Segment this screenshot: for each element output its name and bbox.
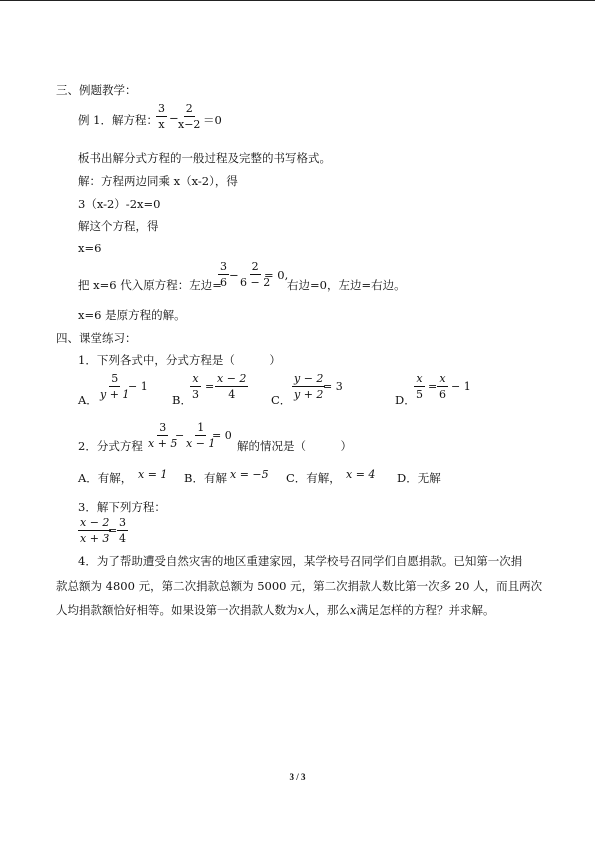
- option-a-label: A．: [78, 393, 98, 407]
- text-line: x=6: [78, 241, 102, 255]
- fraction-numerator: x − 2: [217, 372, 247, 385]
- fraction-denominator: 3: [192, 388, 199, 401]
- question4-line-2: 款总额为 4800 元，第二次捐款总额为 5000 元，第二次捐款人数比第一次多 20 人，而且两次: [56, 579, 543, 593]
- question4-text: 满足怎样的方程？并求解。: [356, 603, 495, 617]
- fraction-numerator: 2: [185, 102, 193, 115]
- section3-heading: 三、例题教学：: [56, 83, 137, 97]
- option-d-right-fraction: [437, 372, 448, 401]
- check-minus: −: [229, 268, 239, 282]
- question3-equals: =: [108, 524, 118, 537]
- check-prefix: 把 x=6 代入原方程：左边=: [78, 278, 222, 292]
- fraction-numerator: 2: [251, 260, 259, 273]
- text-line: 解：方程两边同乘 x（x-2），得: [78, 174, 238, 188]
- fraction-denominator: y + 2: [294, 388, 324, 401]
- question4-line-1: 4．为了帮助遭受自然灾害的地区重建家园，某学校号召同学们自愿捐款。已知第一次捐: [78, 554, 523, 568]
- option-b-left-fraction: [190, 372, 201, 401]
- fraction-denominator: 4: [228, 388, 236, 401]
- text-line: 板书出解分式方程的一般过程及完整的书写格式。: [78, 151, 331, 165]
- question4-text: 人均捐款额恰好相等。如果设第一次捐款人数为: [56, 603, 298, 617]
- example1-minus: −: [169, 111, 179, 125]
- fraction-numerator: 3: [119, 516, 126, 529]
- question2-minus: −: [175, 429, 185, 442]
- q2-option-c-text: C．有解，: [286, 471, 341, 485]
- q2-option-b-math: x = −5: [230, 468, 269, 481]
- top-rule: [0, 0, 595, 1]
- fraction-denominator: x−2: [178, 118, 201, 131]
- fraction-denominator: 6: [439, 388, 446, 401]
- fraction-denominator: 5: [416, 388, 423, 401]
- option-a-fraction: [98, 372, 131, 401]
- question4-text: 人，那么: [304, 603, 350, 617]
- fraction-numerator: 3: [159, 421, 167, 434]
- fraction-numerator: x: [439, 372, 446, 385]
- option-d-left-fraction: [414, 372, 425, 401]
- question3-right-fraction: [117, 516, 128, 545]
- option-c-rest: = 3: [323, 380, 343, 393]
- fraction-denominator: y + 1: [100, 388, 130, 401]
- text-line: 3（x-2）-2x=0: [78, 197, 161, 211]
- variable-x: x: [297, 603, 304, 617]
- option-d-rest: − 1: [451, 380, 471, 393]
- fraction-numerator: 3: [158, 102, 165, 115]
- option-b-right-fraction: [215, 372, 248, 401]
- question3-left-fraction: [78, 516, 111, 545]
- fraction-denominator: 4: [119, 532, 126, 545]
- example1-equals: ＝0: [203, 113, 222, 127]
- question2-suffix: 解的情况是（ ）: [237, 439, 352, 453]
- page-number: 3 / 3: [289, 772, 306, 782]
- question4-line-3: [56, 602, 495, 618]
- option-b-equals: =: [205, 380, 215, 393]
- fraction-denominator: x: [158, 118, 165, 131]
- q2-option-c-math: x = 4: [346, 468, 376, 481]
- section4-heading: 四、课堂练习：: [56, 331, 137, 345]
- question2-equals: = 0: [212, 429, 232, 442]
- option-d-equals: =: [428, 380, 438, 393]
- text-line: 解这个方程，得: [78, 219, 159, 233]
- option-c-fraction: [292, 372, 325, 401]
- fraction-denominator: 6 − 2: [240, 276, 271, 289]
- option-d-label: D．: [395, 393, 416, 407]
- question3-stem: 3．解下列方程：: [78, 500, 166, 514]
- question2-prefix: 2．分式方程: [78, 439, 143, 453]
- text-line: x=6 是原方程的解。: [78, 308, 186, 322]
- fraction-numerator: y − 2: [294, 372, 324, 385]
- fraction-numerator: x − 2: [80, 516, 110, 529]
- question1-stem: 1．下列各式中，分式方程是（ ）: [78, 353, 281, 367]
- example1-fraction-1: [156, 102, 167, 131]
- check-fraction-1: [218, 260, 229, 289]
- example1-fraction-2: [176, 102, 202, 131]
- fraction-denominator: x − 1: [186, 437, 216, 450]
- fraction-denominator: 6: [220, 276, 227, 289]
- example1-label: 例 1．解方程：: [78, 113, 158, 127]
- option-a-rest: − 1: [128, 380, 148, 393]
- check-suffix: 右边=0，左边=右边。: [287, 278, 406, 292]
- option-b-label: B．: [172, 393, 192, 407]
- fraction-numerator: x: [416, 372, 423, 385]
- fraction-denominator: x + 3: [80, 532, 110, 545]
- fraction-denominator: x + 5: [148, 437, 178, 450]
- q2-option-b-text: B．有解: [184, 471, 227, 485]
- q2-option-d-text: D．无解: [397, 471, 441, 485]
- fraction-numerator: 5: [111, 372, 119, 385]
- fraction-numerator: 1: [197, 421, 205, 434]
- fraction-numerator: x: [192, 372, 199, 385]
- q2-option-a-math: x = 1: [138, 468, 168, 481]
- option-c-label: C．: [271, 393, 292, 407]
- variable-x: x: [350, 603, 357, 617]
- check-equals: = 0,: [264, 268, 289, 282]
- q2-option-a-text: A．有解，: [78, 471, 133, 485]
- fraction-numerator: 3: [220, 260, 227, 273]
